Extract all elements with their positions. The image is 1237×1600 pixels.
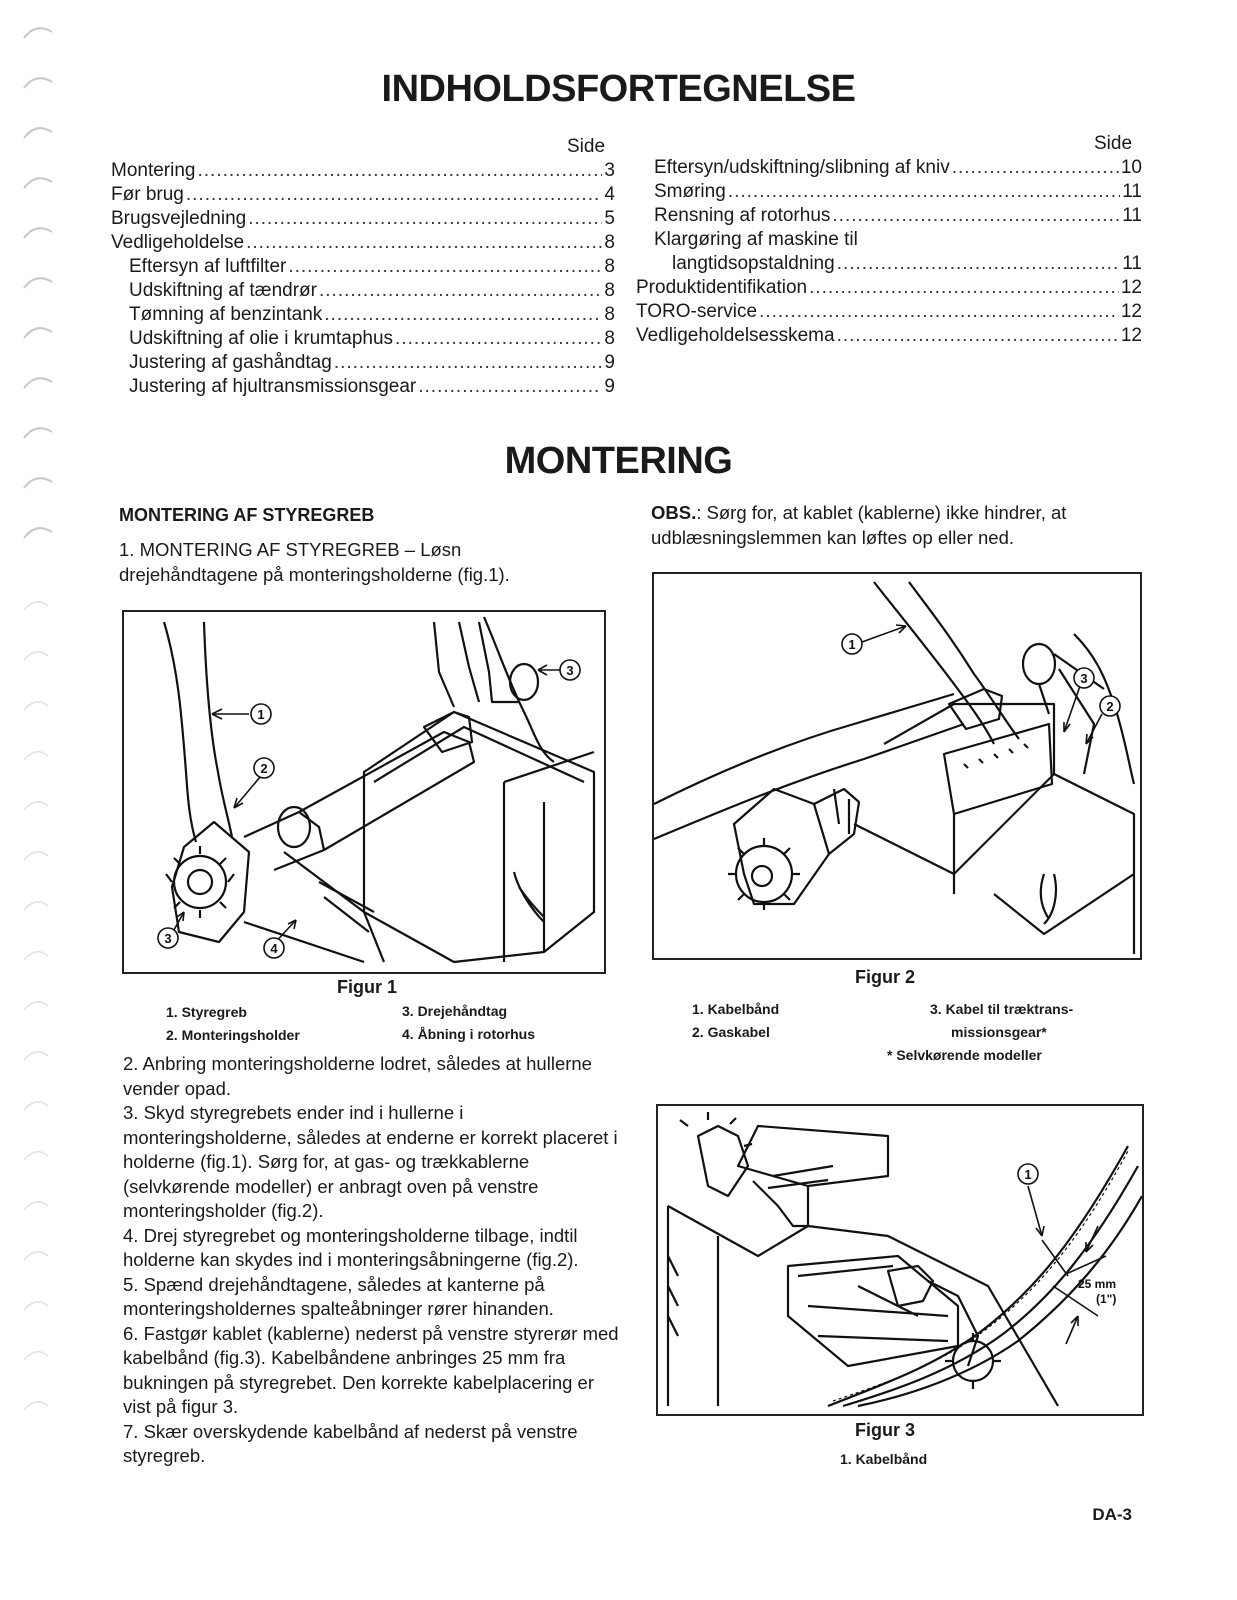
fig1-legend-4: 4. Åbning i rotorhus <box>402 1026 535 1042</box>
fig2-legend-2: 2. Gaskabel <box>692 1024 770 1040</box>
figure-2-drawing <box>654 574 1140 958</box>
page-number: DA-3 <box>1092 1505 1132 1524</box>
toc-entry-text: Eftersyn/udskiftning/slibning af kniv <box>654 157 950 178</box>
toc-entry-text: Brugsvejledning <box>111 208 247 229</box>
toc-entry-page: 8 <box>604 232 615 253</box>
toc-entry-page: 5 <box>604 208 615 229</box>
fig2-legend-note: * Selvkørende modeller <box>887 1047 1042 1063</box>
step-4: 4. Drej styregrebet og monteringsholderne tilbage, indtil holderne kan skydes ind i monteringsåbningerne (fig.2). <box>123 1224 579 1270</box>
toc-entry <box>636 204 1142 228</box>
figure-3-drawing <box>658 1106 1142 1414</box>
toc-entry-text: Vedligeholdelsesskema <box>636 325 835 346</box>
fig2-legend-1: 1. Kabelbånd <box>692 1001 780 1017</box>
toc-entry-text: Smøring <box>654 181 726 202</box>
fig1-legend-1: 1. Styregreb <box>166 1004 247 1020</box>
montering-title: MONTERING <box>504 440 733 482</box>
fig1-callout-2: 2 <box>260 761 268 776</box>
fig1-callout-4: 4 <box>270 941 278 956</box>
toc-leader-dots <box>809 276 1119 300</box>
toc-entry-page: 12 <box>1120 301 1142 322</box>
toc-entry <box>111 327 615 351</box>
toc-leader-dots <box>334 351 603 375</box>
fig2-callout-3: 3 <box>1080 671 1088 686</box>
toc-entry-page: 8 <box>604 328 615 349</box>
toc-entry-text: Udskiftning af olie i krumtaphus <box>129 328 394 349</box>
toc-entry-page: 9 <box>604 376 615 397</box>
toc-entry-page: 3 <box>604 160 615 181</box>
figure-3 <box>656 1104 1144 1416</box>
toc-entry-page: 12 <box>1120 277 1142 298</box>
toc-right-column <box>636 156 1142 348</box>
toc-entry <box>111 351 615 375</box>
toc-entry-text: langtidsopstaldning <box>672 253 835 274</box>
figure-1 <box>122 610 606 974</box>
toc-entry <box>636 156 1142 180</box>
fig2-legend-3b: missionsgear* <box>951 1024 1047 1040</box>
toc-leader-dots <box>837 324 1119 348</box>
toc-entry-page: 8 <box>604 304 615 325</box>
fig1-legend-2: 2. Monteringsholder <box>166 1027 300 1043</box>
toc-entry-page: 11 <box>1122 205 1142 226</box>
toc-leader-dots <box>186 183 603 207</box>
toc-entry-page: 4 <box>604 184 615 205</box>
toc-leader-dots <box>198 159 603 183</box>
fig2-callout-1: 1 <box>848 637 856 652</box>
toc-entry <box>636 276 1142 300</box>
obs-label: OBS. <box>651 502 697 523</box>
toc-entry <box>111 231 615 255</box>
toc-leader-dots <box>837 252 1121 276</box>
step-3: 3. Skyd styregrebets ender ind i hullerne i monteringsholderne, således at enderne er korrekt placeret i holderne (fig.1). Sørg for, at gas- og trækkablerne (selvkørende modeller) er anbragt oven på venstre monteringsholder (fig.2). <box>123 1102 618 1221</box>
toc-leader-dots <box>418 375 602 399</box>
toc-entry-text: Vedligeholdelse <box>111 232 245 253</box>
fig1-callout-3a: 3 <box>164 931 172 946</box>
toc-entry <box>111 255 615 279</box>
toc-entry-page: 10 <box>1120 157 1142 178</box>
toc-entry-text: Justering af hjultransmissionsgear <box>129 376 417 397</box>
toc-leader-dots <box>952 156 1119 180</box>
toc-leader-dots <box>248 207 602 231</box>
figure-3-caption: Figur 3 <box>855 1420 916 1440</box>
toc-entry-text: Eftersyn af luftfilter <box>129 256 287 277</box>
toc-right-side-label: Side <box>1094 133 1133 154</box>
toc-entry <box>111 279 615 303</box>
toc-entry-text: Produktidentifikation <box>636 277 808 298</box>
obs-note <box>651 501 1141 550</box>
fig3-dimension-in: (1") <box>1096 1292 1117 1306</box>
obs-text: : Sørg for, at kablet (kablerne) ikke hindrer, at udblæsningslemmen kan løftes op eller ned. <box>651 502 1067 548</box>
toc-entry-page: 8 <box>604 256 615 277</box>
toc-entry <box>111 375 615 399</box>
toc-leader-dots <box>324 303 602 327</box>
fig2-legend-3: 3. Kabel til træktrans- <box>930 1001 1074 1017</box>
fig3-dimension-mm: 25 mm <box>1078 1277 1117 1291</box>
toc-entry <box>636 252 1142 276</box>
toc-leader-dots <box>319 279 602 303</box>
step-1: 1. MONTERING AF STYREGREB – Løsn drejehåndtagene på monteringsholderne (fig.1). <box>119 539 510 585</box>
fig1-callout-3b: 3 <box>566 663 574 678</box>
toc-leader-dots <box>728 180 1120 204</box>
toc-entry <box>636 300 1142 324</box>
section-heading: MONTERING AF STYREGREB <box>119 505 375 525</box>
fig1-legend-3: 3. Drejehåndtag <box>402 1003 508 1019</box>
figure-2-caption: Figur 2 <box>855 967 916 987</box>
toc-entry-page: 8 <box>604 280 615 301</box>
fig3-legend-1: 1. Kabelbånd <box>840 1451 928 1467</box>
toc-entry-text: Justering af gashåndtag <box>129 352 332 373</box>
toc-entry-text: Klargøring af maskine til <box>654 229 858 250</box>
toc-leader-dots <box>395 327 602 351</box>
binder-holes <box>18 10 64 1590</box>
toc-entry-text: Udskiftning af tændrør <box>129 280 317 301</box>
toc-leader-dots <box>832 204 1120 228</box>
toc-leader-dots <box>759 300 1119 324</box>
toc-entry <box>636 228 1142 252</box>
step-2: 2. Anbring monteringsholderne lodret, således at hullerne vender opad. <box>123 1053 592 1099</box>
toc-entry <box>111 207 615 231</box>
toc-entry <box>111 159 615 183</box>
fig3-callout-1: 1 <box>1024 1167 1032 1182</box>
toc-entry-page: 12 <box>1120 325 1142 346</box>
toc-entry <box>636 324 1142 348</box>
toc-entry <box>111 303 615 327</box>
toc-title: INDHOLDSFORTEGNELSE <box>381 68 856 110</box>
toc-entry-page: 11 <box>1122 253 1142 274</box>
steps-list <box>123 1052 619 1469</box>
toc-left-side-label: Side <box>567 136 606 157</box>
toc-entry-page: 9 <box>604 352 615 373</box>
figure-2 <box>652 572 1142 960</box>
toc-entry-text: Tømning af benzintank <box>129 304 323 325</box>
figure-1-caption: Figur 1 <box>337 977 398 997</box>
figure-1-drawing <box>124 612 604 972</box>
fig2-callout-2: 2 <box>1106 699 1114 714</box>
toc-leader-dots <box>288 255 602 279</box>
toc-leader-dots <box>246 231 602 255</box>
toc-left-column <box>111 159 615 399</box>
toc-entry-text: Rensning af rotorhus <box>654 205 831 226</box>
step-5: 5. Spænd drejehåndtagene, således at kanterne på monteringsholdernes spalteåbninger rører hinanden. <box>123 1273 554 1319</box>
toc-entry-page: 11 <box>1122 181 1142 202</box>
step-7: 7. Skær overskydende kabelbånd af nederst på venstre styregreb. <box>123 1420 578 1466</box>
toc-entry-text: TORO-service <box>636 301 758 322</box>
toc-entry <box>636 180 1142 204</box>
toc-entry-text: Montering <box>111 160 196 181</box>
toc-entry <box>111 183 615 207</box>
toc-entry-text: Før brug <box>111 184 184 205</box>
fig1-callout-1: 1 <box>257 707 265 722</box>
step-6: 6. Fastgør kablet (kablerne) nederst på venstre styrerør med kabelbånd (fig.3). Kabelbåndene anbringes 25 mm fra bukningen på styregrebet. Den korrekte kabelplacering er vist på figur 3. <box>123 1322 619 1417</box>
